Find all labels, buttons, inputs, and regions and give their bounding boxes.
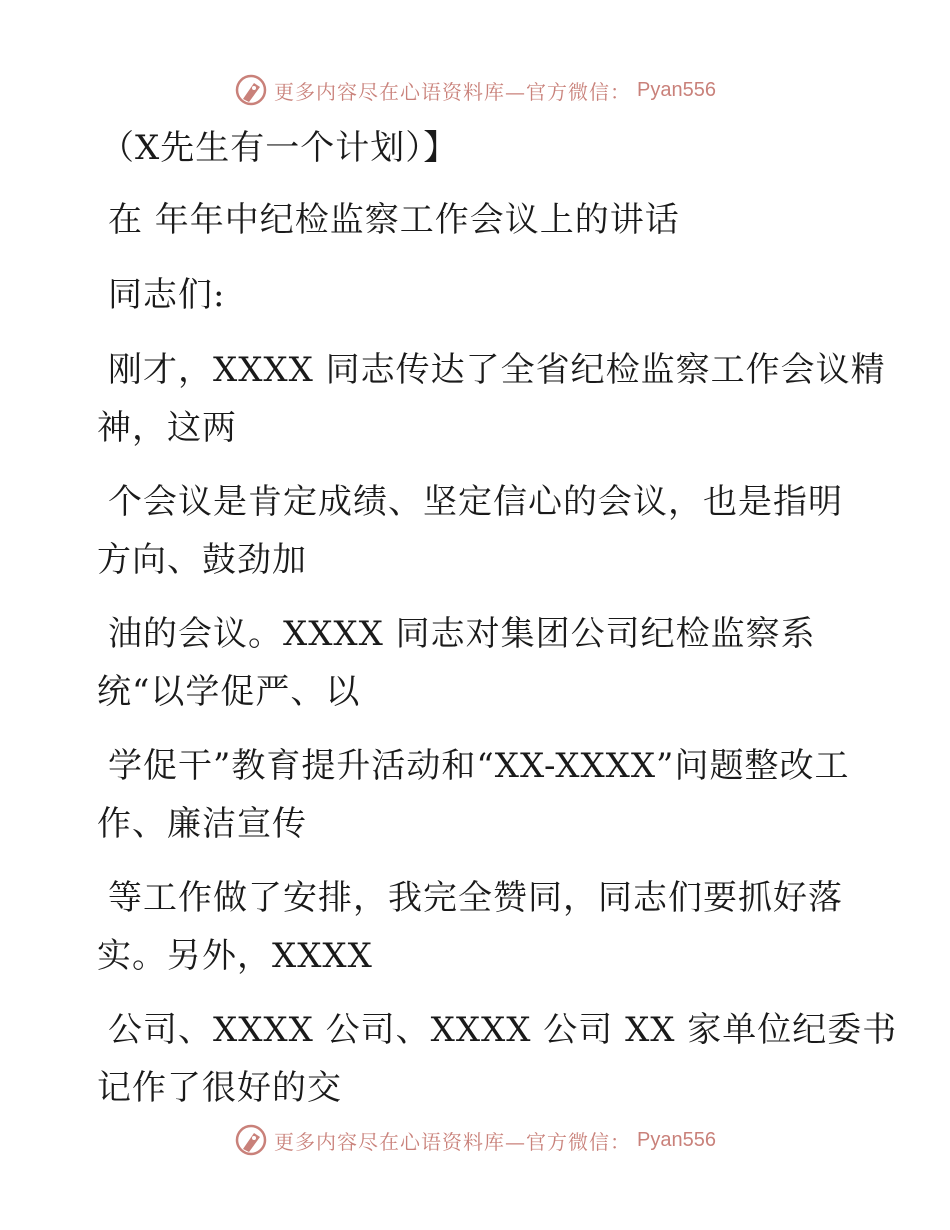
text-line-1: （X先生有一个计划）】 <box>100 128 459 168</box>
pen-nib-logo-icon <box>234 73 268 107</box>
text-line-4: 刚才，XXXX 同志传达了全省纪检监察工作会议精 <box>108 350 886 390</box>
speech-title: 在 年年中纪检监察工作会议上的讲话 <box>108 200 680 240</box>
text-line-5: 神，这两 <box>97 408 237 448</box>
salutation: 同志们: <box>108 275 226 315</box>
header-watermark <box>0 70 950 110</box>
text-line-7: 方向、鼓劲加 <box>97 540 307 580</box>
text-line-9: 统“以学促严、以 <box>97 672 361 712</box>
text-line-6: 个会议是肯定成绩、坚定信心的会议，也是指明 <box>108 482 843 522</box>
text-line-15: 记作了很好的交 <box>97 1068 342 1108</box>
text-line-12: 等工作做了安排，我完全赞同，同志们要抓好落 <box>108 878 843 918</box>
text-line-14: 公司、XXXX 公司、XXXX 公司 XX 家单位纪委书 <box>108 1010 898 1050</box>
watermark-wechat-id: Pyan556 <box>637 78 716 101</box>
pen-nib-logo-icon <box>234 1123 268 1157</box>
footer-watermark <box>0 1120 950 1160</box>
text-line-13: 实。另外，XXXX <box>97 936 373 976</box>
watermark-wechat-id: Pyan556 <box>637 1128 716 1151</box>
text-line-8: 油的会议。XXXX 同志对集团公司纪检监察系 <box>108 614 816 654</box>
text-line-11: 作、廉洁宣传 <box>97 804 307 844</box>
text-line-10: 学促干”教育提升活动和“XX-XXXX”问题整改工 <box>108 746 850 786</box>
watermark-text: 更多内容尽在心语资料库—官方微信： <box>274 1129 632 1154</box>
watermark-text: 更多内容尽在心语资料库—官方微信： <box>274 79 632 104</box>
